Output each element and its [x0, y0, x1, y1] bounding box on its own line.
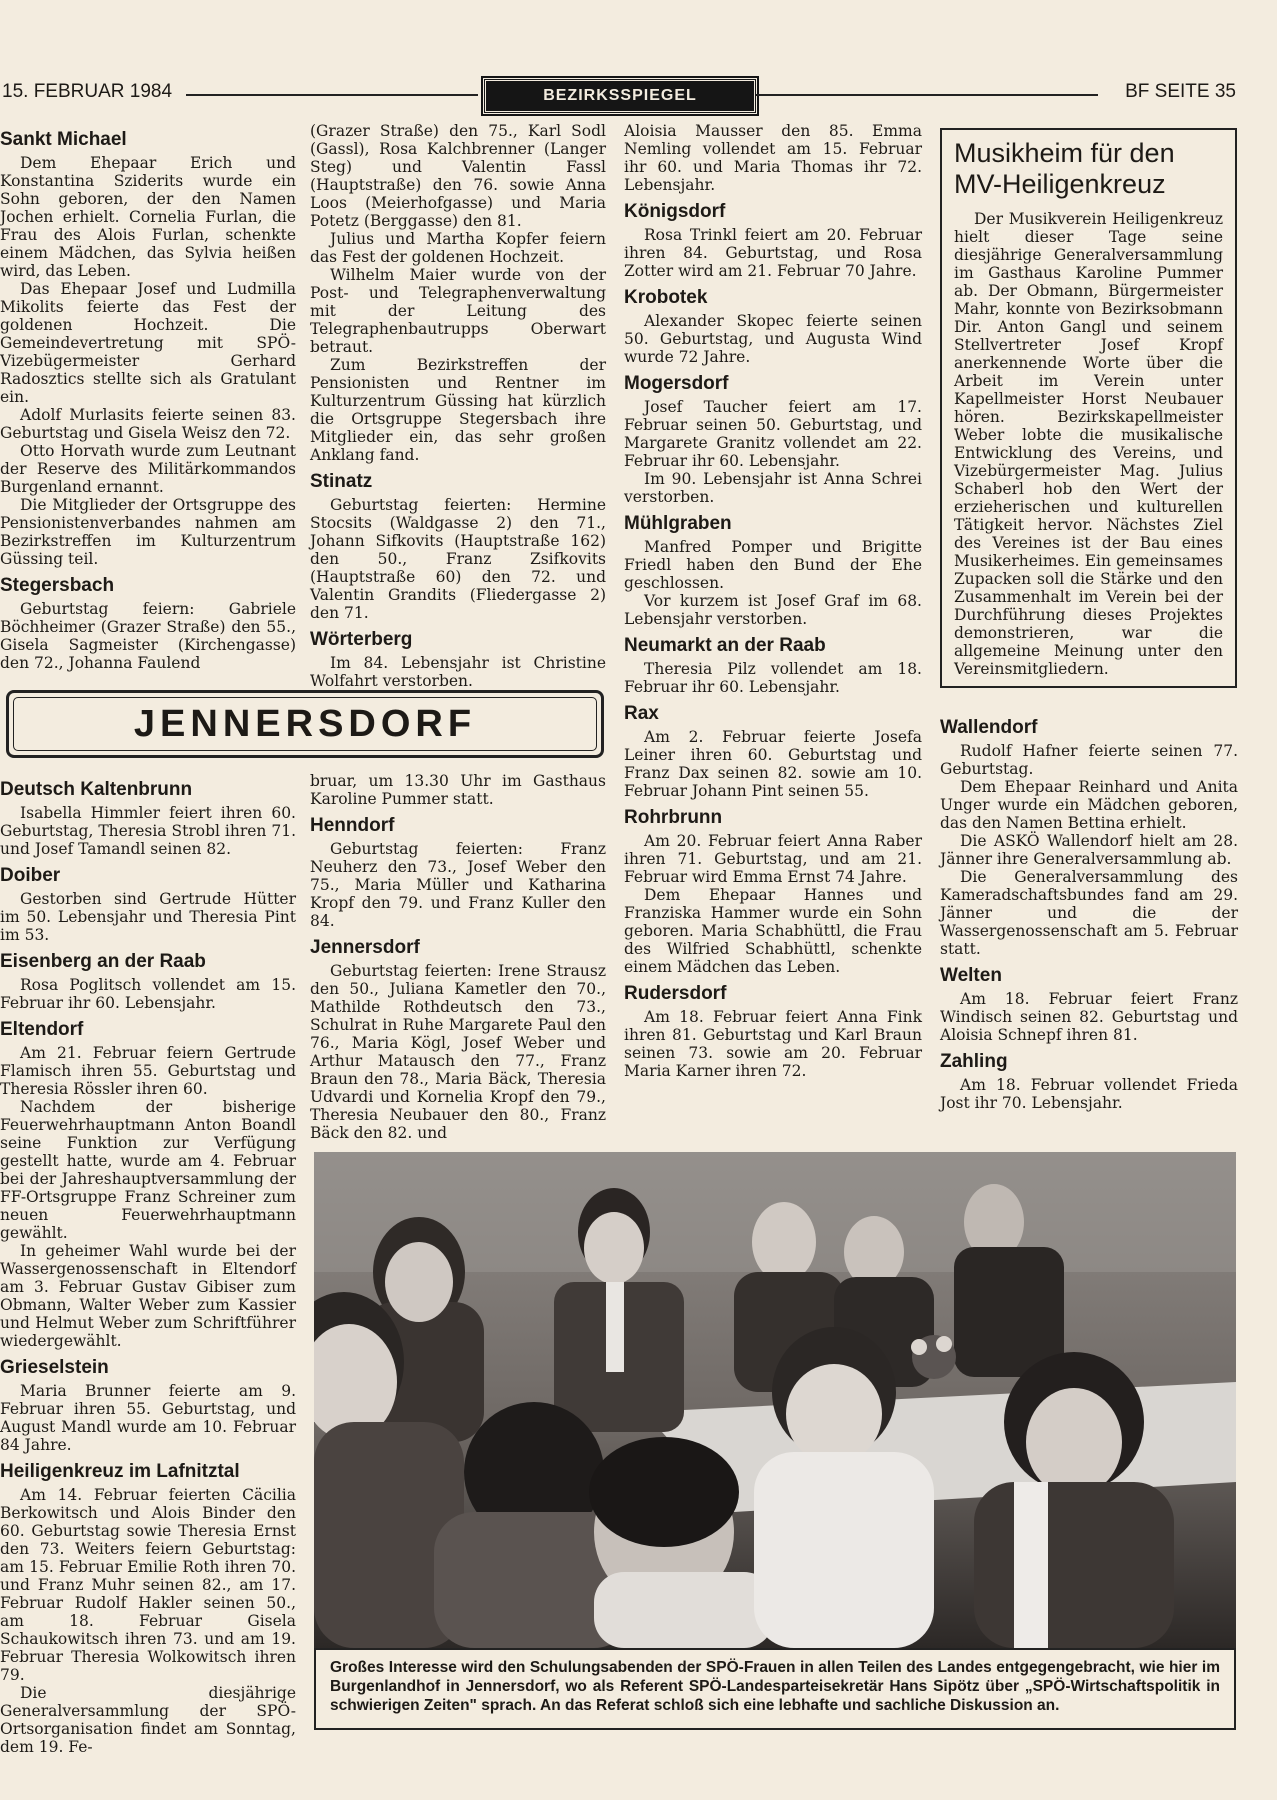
page-number: BF SEITE 35	[1125, 81, 1236, 102]
article-paragraph: Am 18. Februar feiert Franz Windisch seinen 82. Geburtstag und Aloisia Schnepf ihren 81.	[940, 990, 1238, 1044]
article-column-6	[310, 772, 606, 1142]
section-title: BEZIRKSSPIEGEL	[483, 78, 757, 114]
section-banner-title: JENNERSDORF	[13, 697, 597, 751]
article-paragraph: Geburtstag feierten: Hermine Stocsits (Waldgasse 2) den 71., Johann Sifkovits (Hauptstraße 162) den 50., Franz Zsifkovits (Hauptstraße 60) den 72. und Valentin Grandits (Fliedergasse 2) den 71.	[310, 496, 606, 622]
locality-heading: Jennersdorf	[310, 937, 420, 958]
locality-heading: Stegersbach	[0, 575, 115, 596]
locality-heading: Henndorf	[310, 815, 395, 836]
locality-heading: Sankt Michael	[0, 129, 127, 150]
article-paragraph: Am 21. Februar feiern Gertrude Flamisch ihren 55. Geburtstag und Theresia Rössler ihren 60.	[0, 1044, 296, 1098]
page-header	[0, 78, 1236, 112]
locality-heading: Neumarkt an der Raab	[624, 635, 826, 656]
article-paragraph: Adolf Murlasits feierte seinen 83. Geburtstag und Gisela Weisz den 72.	[0, 406, 296, 442]
article-paragraph: Rudolf Hafner feierte seinen 77. Geburtstag.	[940, 742, 1238, 778]
locality-heading: Rohrbrunn	[624, 807, 723, 828]
article-paragraph: Rosa Trinkl feiert am 20. Februar ihren 84. Geburtstag, und Rosa Zotter wird am 21. Februar 70 Jahre.	[624, 226, 922, 280]
locality-heading: Welten	[940, 965, 1002, 986]
locality-heading: Zahling	[940, 1051, 1008, 1072]
article-paragraph: Nachdem der bisherige Feuerwehrhauptmann Anton Boandl seine Funktion zur Verfügung gestellt hatte, wurde am 4. Februar bei der Jahreshauptversammlung der FF-Ortsgruppe Franz Schreiner zum neuen Feuerwehrhauptmann gewählt.	[0, 1098, 296, 1242]
photo-caption: Großes Interesse wird den Schulungsabenden der SPÖ-Frauen in allen Teilen des Landes entgegengebracht, wie hier im Burgenlandhof in Jennersdorf, wo als Referent SPÖ-Landesparteisekretär Hans Sipötz über „SPÖ-Wirtschaftspolitik in schwierigen Zeiten" sprach. An das Referat schloß sich eine lebhafte und sachliche Diskussion an.	[314, 1648, 1236, 1730]
article-paragraph: (Grazer Straße) den 75., Karl Sodl (Gassl), Rosa Kalchbrenner (Langer Steg) und Valentin Fassl (Hauptstraße) den 76. sowie Anna Loos (Meierhofgasse) und Maria Potetz (Berggasse) den 81.	[310, 122, 606, 230]
article-paragraph: Geburtstag feierten: Irene Strausz den 50., Juliana Kametler den 70., Mathilde Rothdeutsch den 73., Schulrat in Ruhe Margarete Paul den 76., Maria Kögl, Josef Weber und Arthur Matausch den 77., Franz Braun den 78., Maria Bäck, Theresia Udvardi und Kornelia Kropf den 79., Theresia Neubauer den 80., Franz Bäck den 82. und	[310, 962, 606, 1142]
article-paragraph: Julius und Martha Kopfer feiern das Fest der goldenen Hochzeit.	[310, 230, 606, 266]
article-paragraph: Isabella Himmler feiert ihren 60. Geburtstag, Theresia Strobl ihren 71. und Josef Tamandl seinen 82.	[0, 804, 296, 858]
locality-heading: Eisenberg an der Raab	[0, 951, 206, 972]
article-paragraph: Theresia Pilz vollendet am 18. Februar ihr 60. Lebensjahr.	[624, 660, 922, 696]
locality-heading: Mogersdorf	[624, 373, 729, 394]
news-photo	[314, 1152, 1236, 1648]
locality-heading: Eltendorf	[0, 1019, 84, 1040]
boxed-article-title: Musikheim für den MV-Heiligenkreuz	[954, 138, 1175, 199]
article-paragraph: Die Generalversammlung des Kameradschaftsbundes fand am 29. Jänner und die der Wassergenossenschaft am 5. Februar statt.	[940, 868, 1238, 958]
article-paragraph: bruar, um 13.30 Uhr im Gasthaus Karoline Pummer statt.	[310, 772, 606, 808]
article-paragraph: Die diesjährige Generalversammlung der SPÖ-Ortsorganisation findet am Sonntag, dem 19. Fe-	[0, 1684, 296, 1756]
article-paragraph: Rosa Poglitsch vollendet am 15. Februar ihr 60. Lebensjahr.	[0, 976, 296, 1012]
article-paragraph: Dem Ehepaar Reinhard und Anita Unger wurde ein Mädchen geboren, das den Namen Bettina erhielt.	[940, 778, 1238, 832]
locality-heading: Deutsch Kaltenbrunn	[0, 779, 193, 800]
article-paragraph: Geburtstag feiern: Gabriele Böchheimer (Grazer Straße) den 55., Gisela Sagmeister (Kirchengasse) den 72., Johanna Faulend	[0, 600, 296, 672]
header-rule-right	[756, 94, 1098, 96]
boxed-article	[940, 128, 1237, 688]
locality-heading: Grieselstein	[0, 1357, 109, 1378]
locality-heading: Wörterberg	[310, 629, 413, 650]
locality-heading: Stinatz	[310, 471, 373, 492]
article-column-5	[0, 772, 296, 1756]
article-paragraph: Am 14. Februar feierten Cäcilia Berkowitsch und Alois Binder den 60. Geburtstag sowie Theresia Ernst den 73. Weiters feiern Geburtstag: am 15. Februar Emilie Roth ihren 70. und Franz Muhr seinen 82., am 17. Februar Rudolf Hakler seinen 50., am 18. Februar Gisela Schaukowitsch ihren 73. und am 19. Februar Theresia Wolkowitsch ihren 79.	[0, 1486, 296, 1684]
issue-date: 15. FEBRUAR 1984	[2, 81, 173, 102]
article-paragraph: In geheimer Wahl wurde bei der Wassergenossenschaft in Eltendorf am 3. Februar Gustav Gibiser zum Obmann, Walter Weber zum Kassier und Helmut Weber zum Schriftführer wiedergewählt.	[0, 1242, 296, 1350]
locality-heading: Krobotek	[624, 287, 708, 308]
article-paragraph: Am 20. Februar feiert Anna Raber ihren 71. Geburtstag, und am 21. Februar wird Emma Ernst 74 Jahre.	[624, 832, 922, 886]
article-paragraph: Im 84. Lebensjahr ist Christine Wolfahrt verstorben.	[310, 654, 606, 690]
article-paragraph: Manfred Pomper und Brigitte Friedl haben den Bund der Ehe geschlossen.	[624, 538, 922, 592]
article-paragraph: Dem Ehepaar Hannes und Franziska Hammer wurde ein Sohn geboren. Maria Schabhüttl, die Frau des Wilfried Schabhüttl, schenkte einem Mädchen das Leben.	[624, 886, 922, 976]
locality-heading: Mühlgraben	[624, 513, 732, 534]
article-column-3	[624, 122, 922, 1080]
locality-heading: Königsdorf	[624, 201, 726, 222]
locality-heading: Rudersdorf	[624, 983, 727, 1004]
article-paragraph: Dem Ehepaar Erich und Konstantina Sziderits wurde ein Sohn geboren, der den Namen Jochen erhielt. Cornelia Furlan, die Frau des Alois Furlan, schenkte einem Mädchen, das Sylvia heißen wird, das Leben.	[0, 154, 296, 280]
article-paragraph: Am 2. Februar feierte Josefa Leiner ihren 60. Geburtstag und Franz Dax seinen 82. sowie am 10. Februar Johann Pint seinen 55.	[624, 728, 922, 800]
article-paragraph: Gestorben sind Gertrude Hütter im 50. Lebensjahr und Theresia Pint im 53.	[0, 890, 296, 944]
article-column-4	[940, 710, 1238, 1112]
article-paragraph: Die ASKÖ Wallendorf hielt am 28. Jänner ihre Generalversammlung ab.	[940, 832, 1238, 868]
article-column-2	[310, 122, 606, 690]
photo-meeting-scene	[314, 1152, 1236, 1648]
article-paragraph: Alexander Skopec feierte seinen 50. Geburtstag, und Augusta Wind wurde 72 Jahre.	[624, 312, 922, 366]
article-paragraph: Otto Horvath wurde zum Leutnant der Reserve des Militärkommandos Burgenland ernannt.	[0, 442, 296, 496]
locality-heading: Heiligenkreuz im Lafnitztal	[0, 1461, 240, 1482]
article-paragraph: Josef Taucher feiert am 17. Februar seinen 50. Geburtstag, und Margarete Granitz vollendet am 22. Februar ihr 60. Lebensjahr.	[624, 398, 922, 470]
locality-heading: Rax	[624, 703, 659, 724]
article-paragraph: Maria Brunner feierte am 9. Februar ihren 55. Geburtstag, und August Mandl wurde am 10. Februar 84 Jahre.	[0, 1382, 296, 1454]
article-paragraph: Am 18. Februar vollendet Frieda Jost ihr 70. Lebensjahr.	[940, 1076, 1238, 1112]
article-column-1	[0, 122, 296, 672]
article-paragraph: Im 90. Lebensjahr ist Anna Schrei verstorben.	[624, 470, 922, 506]
article-paragraph: Zum Bezirkstreffen der Pensionisten und Rentner im Kulturzentrum Güssing hat kürzlich die Ortsgruppe Stegersbach ihre Mitglieder ein, das sehr großen Anklang fand.	[310, 356, 606, 464]
article-paragraph: Wilhelm Maier wurde von der Post- und Telegraphenverwaltung mit der Leitung des Telegraphenbautrupps Oberwart betraut.	[310, 266, 606, 356]
locality-heading: Wallendorf	[940, 717, 1038, 738]
article-paragraph: Vor kurzem ist Josef Graf im 68. Lebensjahr verstorben.	[624, 592, 922, 628]
section-banner	[6, 690, 604, 758]
locality-heading: Doiber	[0, 865, 61, 886]
article-paragraph: Geburtstag feierten: Franz Neuherz den 73., Josef Weber den 75., Maria Müller und Katharina Kropf den 79. und Franz Kuller den 84.	[310, 840, 606, 930]
article-paragraph: Aloisia Mausser den 85. Emma Nemling vollendet am 15. Februar ihr 60. und Maria Thomas ihr 72. Lebensjahr.	[624, 122, 922, 194]
article-paragraph: Am 18. Februar feiert Anna Fink ihren 81. Geburtstag und Karl Braun seinen 73. sowie am 20. Februar Maria Karner ihren 72.	[624, 1008, 922, 1080]
article-paragraph: Die Mitglieder der Ortsgruppe des Pensionistenverbandes nahmen am Bezirkstreffen im Kulturzentrum Güssing teil.	[0, 496, 296, 568]
article-paragraph: Das Ehepaar Josef und Ludmilla Mikolits feierte das Fest der goldenen Hochzeit. Die Gemeindevertretung mit SPÖ-Vizebügermeister Gerhard Radosztics stellte sich als Gratulant ein.	[0, 280, 296, 406]
boxed-article-text: Der Musikverein Heiligenkreuz hielt dieser Tage seine diesjährige Generalversammlung im Gasthaus Karoline Pummer ab. Der Obmann, Bürgermeister Mahr, konnte von Bezirksobmann Dir. Anton Gangl und seinem Stellvertreter Josef Kropf anerkennende Worte über die Arbeit im Verein unter Kapellmeister Horst Neubauer hören. Bezirkskapellmeister Weber lobte die musikalische Entwicklung des Vereins, und Vizebürgermeister Mag. Julius Schaberl hob den Wert der erzieherischen und kulturellen Tätigkeit hervor. Nächstes Ziel des Vereines ist der Bau eines Musikerheimes. Ein gemeinsames Zupacken soll die Stärke und den Zusammenhalt im Verein bei der Durchführung dieses Projektes demonstrieren, war die allgemeine Meinung unter den Vereinsmitgliedern.	[954, 210, 1223, 678]
header-rule-left	[186, 94, 478, 96]
